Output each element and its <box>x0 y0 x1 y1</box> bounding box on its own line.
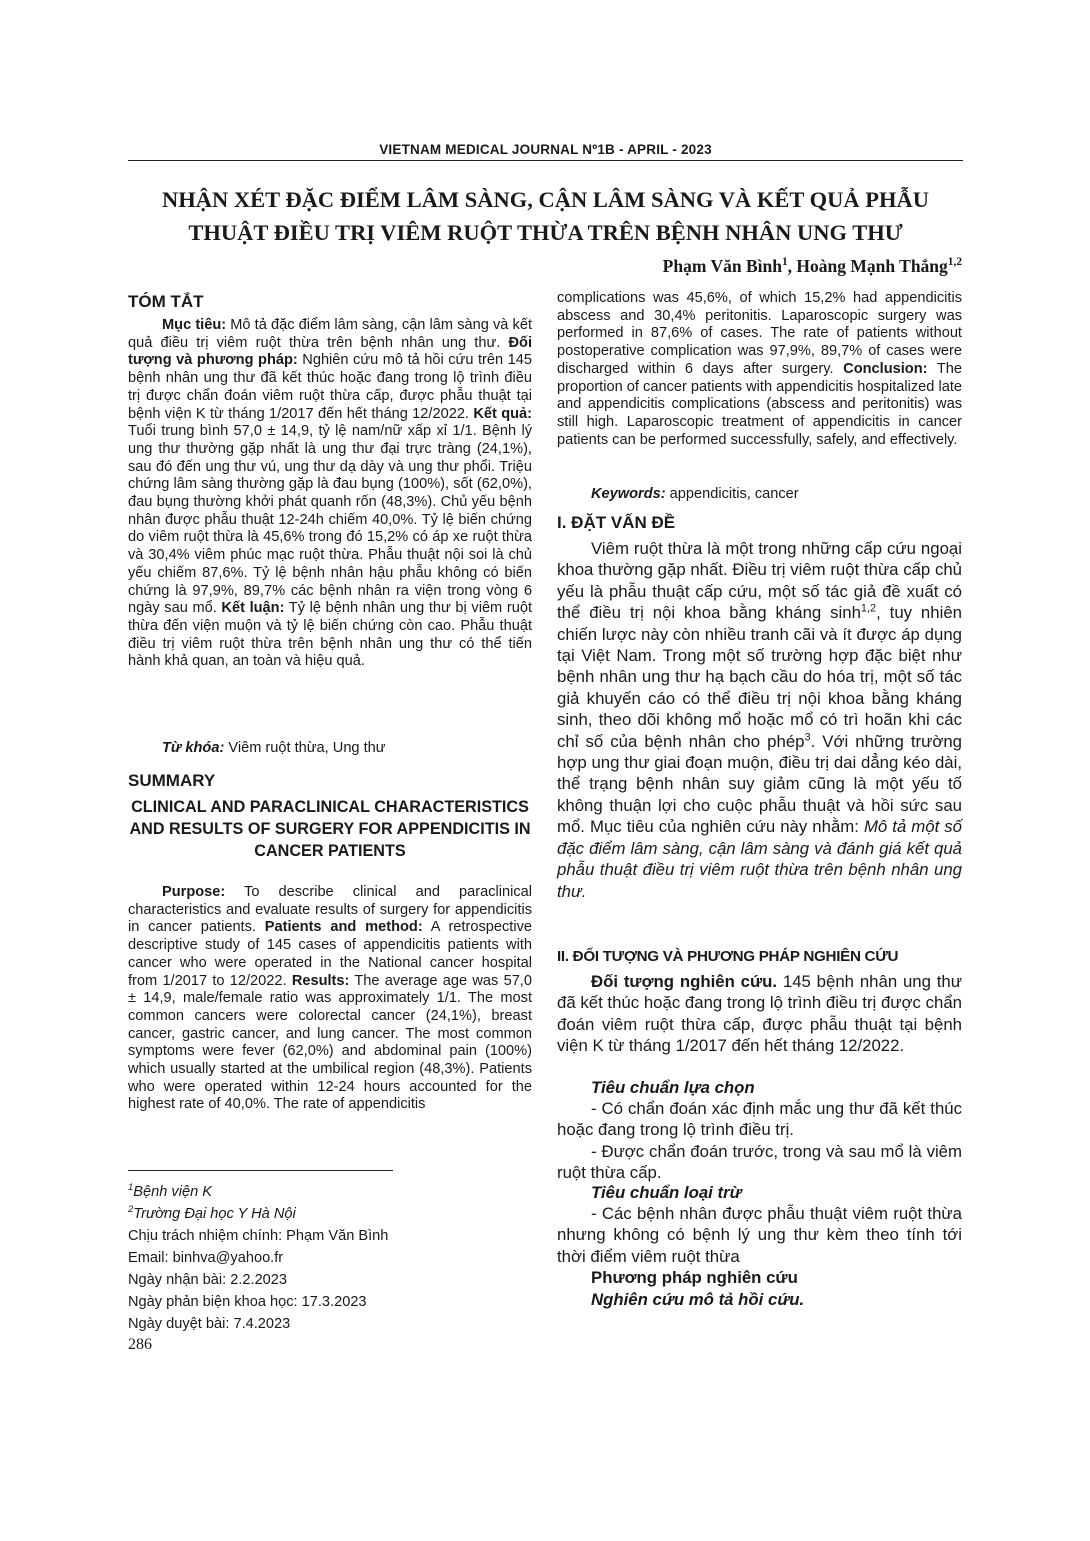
section-1-heading: I. ĐẶT VẤN ĐỀ <box>557 513 676 532</box>
footnote-rule <box>128 1170 393 1171</box>
section-1-paragraph: Viêm ruột thừa là một trong những cấp cứu ngoại khoa thường gặp nhất. Điều trị viêm ruột thừa cấp chủ yếu là phẫu thuật cấp cứu, một số tác giả đề xuất có thể điều trị nội khoa bằng kháng $\sinh^{1,2}$, tuy nhiên chiến lược này còn nhiều tranh cãi và ít được áp dụng tại Việt Nam. Trong một số trường hợp đặc biệt như bệnh nhân ung thư hạ bạch cầu do hóa trị, một số tác giả khuyến cáo có thể điều trị nội khoa bằng kháng sinh, theo dõi không mổ hoặc mổ có trì hoãn khi các chỉ số của bệnh nhân cho phép$^3$. Với những trường hợp ung thư giai đoạn muộn, điều trị dai dẳng kéo dài, thể trạng bệnh nhân suy giảm cũng là một yếu tố không thuận lợi cho cuộc phẫu thuật và hồi sức sau mổ. Mục tiêu của nghiên cứu này nhằm: Mô tả một số đặc điểm lâm sàng, cận lâm sàng và đánh giá kết quả phẫu thuật điều trị viêm ruột thừa trên bệnh nhân ung thư. <box>557 539 962 901</box>
header-rule <box>128 160 963 161</box>
patients-text: A retrospective descriptive study of 145 cases of appendicitis patients with cancer who were operated in the National cancer hospital from 1/2017 to 12/2022. <box>128 919 532 989</box>
footnote-1: $^1$Bệnh viện K <box>128 1182 212 1200</box>
tieu-chuan-loai-tru-heading: Tiêu chuẩn loại trừ <box>591 1183 742 1202</box>
conclusion-text: The proportion of cancer patients with appendicitis hospitalized late and appendicitis complications (abscess and peritonitis) was still high. Laparoscopic treatment of appendicitis in cancer patients can be performed successfully, safely, and effectively. <box>557 360 962 448</box>
results-label: Results: <box>291 972 350 989</box>
summary-abstract-continued <box>557 290 962 449</box>
patients-label: Patients and method: <box>264 919 423 936</box>
tieu-chuan-lua-chon-heading: Tiêu chuẩn lựa chọn <box>591 1078 755 1097</box>
summary-abstract <box>128 884 532 1114</box>
muc-tieu-label: Mục tiêu: <box>162 317 227 333</box>
study-objective: Mô tả một số đặc điểm lâm sàng, cận lâm sàng và đánh giá kết quả phẫu thuật điều trị viêm ruột thừa trên bệnh nhân ung thư. <box>557 817 962 901</box>
summary-title: CLINICAL AND PARACLINICAL CHARACTERISTICS AND RESULTS OF SURGERY FOR APPENDICITIS IN CANCER PATIENTS <box>129 798 531 860</box>
tom-tat-abstract <box>128 317 532 671</box>
author-separator: , <box>787 256 797 276</box>
lua-chon-item-2: - Được chẩn đoán trước, trong và sau mổ là viêm ruột thừa cấp. <box>557 1142 962 1183</box>
results-text: The average age was 57,0 ± 14,9, male/female ratio was approximately 1/1. The most common cancers were colorectal cancer (24,1%), breast cancer, gastric cancer, and lung cancer. The most common symptoms were fever (62,0%) and abdominal pain (100%) which usually started at the umbilical region (48,3%). Patients who were operated within 12-24 hours accounted for the highest rate of 40,0%. The rate of appendicitis <box>128 972 532 1113</box>
purpose-text: To describe clinical and paraclinical characteristics and evaluate results of surgery for appendicitis in cancer patients. <box>128 884 532 936</box>
citation-3: 3 <box>804 731 811 744</box>
results-continued: complications was 45,6%, of which 15,2% had appendicitis abscess and 30,4% peritonitis. Laparoscopic surgery was performed in 87,6% of cases. The rate of patients without postoperative complication was 97,9%, 89,7% of cases were discharged within 6 days after surgery. <box>557 290 962 377</box>
lua-chon-item-1: - Có chẩn đoán xác định mắc ung thư đã kết thúc hoặc đang trong lộ trình điều trị. <box>557 1099 962 1140</box>
loai-tru-item-1: - Các bệnh nhân được phẫu thuật viêm ruột thừa nhưng không có bệnh lý ung thư kèm theo tính tới thời điểm viêm ruột thừa <box>557 1204 962 1266</box>
responsible-author: Chịu trách nhiệm chính: Phạm Văn Bình <box>128 1228 389 1244</box>
section-2-heading: II. ĐỐI TƯỢNG VÀ PHƯƠNG PHÁP NGHIÊN CỨU <box>557 948 899 965</box>
author-2-name: Hoàng Mạnh Thắng <box>796 256 948 276</box>
journal-header: VIETNAM MEDICAL JOURNAL Nº1B - APRIL - 2023 <box>379 142 712 157</box>
date-reviewed: Ngày phản biện khoa học: 17.3.2023 <box>128 1294 367 1310</box>
footnotes <box>128 1181 532 1335</box>
article-title: NHẬN XÉT ĐẶC ĐIỂM LÂM SÀNG, CẬN LÂM SÀNG VÀ KẾT QUẢ PHẪU THUẬT ĐIỀU TRỊ VIÊM RUỘT THỪA TRÊN BỆNH NHÂN UNG THƯ <box>162 187 929 245</box>
ket-luan-text: Tỷ lệ bệnh nhân ung thư bị viêm ruột thừa đến viện muộn và tỷ lệ biến chứng còn cao. Phẫu thuật điều trị viêm ruột thừa trên bệnh nhân ung thư có thể tiến hành khả quan, an toàn và hiệu quả. <box>128 600 532 670</box>
doi-tuong-nghien-cuu-label: Đối tượng nghiên cứu. <box>591 972 778 991</box>
ket-qua-text: Tuổi trung bình 57,0 ± 14,9, tỷ lệ nam/nữ xấp xỉ 1/1. Bệnh lý ung thư thường gặp nhất là ung thư đại trực tràng (24,1%), sau đó đến ung thư vú, ung thư dạ dày và ung thư phổi. Triệu chứng lâm sàng thường gặp là đau bụng (100%), sốt (62,0%), đau bụng thường khởi phát quanh rốn (48,3%). Chủ yếu bệnh nhân được phẫu thuật 12-24h chiếm 40,0%. Tỷ lệ biến chứng do viêm ruột thừa là 45,6% trong đó 15,2% có áp xe ruột thừa và 30,4% viêm phúc mạc ruột thừa. Phẫu thuật nội soi là chủ yếu chiếm 87,6%. Tỷ lệ bệnh nhân hậu phẫu không có biến chứng là 97,9%, 89,7% các bệnh nhân ra viện trong vòng 6 ngày sau mổ. <box>128 423 532 617</box>
conclusion-label: Conclusion: <box>843 360 928 377</box>
purpose-label: Purpose: <box>162 884 226 900</box>
tu-khoa-line <box>128 740 532 758</box>
tu-khoa-label: Từ khóa: <box>162 740 225 756</box>
summary-heading: SUMMARY <box>128 771 216 790</box>
date-received: Ngày nhận bài: 2.2.2023 <box>128 1272 288 1288</box>
phuong-phap-heading: Phương pháp nghiên cứu <box>591 1268 798 1287</box>
doi-tuong-nghien-cuu: Đối tượng nghiên cứu. 145 bệnh nhân ung thư đã kết thúc hoặc đang trong lộ trình điều trị được chẩn đoán viêm ruột thừa cấp, được phẫu thuật tại bệnh viện K từ tháng 1/2017 đến hết tháng 12/2022. <box>557 972 963 1056</box>
ket-qua-label: Kết quả: <box>473 405 533 422</box>
keywords-label: Keywords: <box>591 486 666 502</box>
ket-luan-label: Kết luận: <box>221 600 285 617</box>
doi-tuong-text: Nghiên cứu mô tả hồi cứu trên 145 bệnh nhân ung thư đã kết thúc hoặc đang trong lộ trình điều trị được chẩn đoán viêm ruột thừa cấp, được phẫu thuật tại bệnh viện K từ tháng 1/2017 đến hết tháng 12/2022. <box>128 352 532 422</box>
author-2-affiliation: 1,2 <box>947 256 962 269</box>
footnote-2: $^2$Trường Đại học Y Hà Nội <box>128 1204 296 1222</box>
tu-khoa-text: Viêm ruột thừa, Ung thư <box>224 740 386 756</box>
author-1-affiliation: 1 <box>781 256 788 269</box>
doi-tuong-label: Đối tượng và phương pháp: <box>128 334 532 369</box>
phuong-phap-text: Nghiên cứu mô tả hồi cứu. <box>591 1290 805 1309</box>
author-line <box>663 256 962 277</box>
tom-tat-heading: TÓM TẮT <box>128 292 204 311</box>
keywords-text: appendicitis, cancer <box>665 486 799 502</box>
author-1-name: Phạm Văn Bình <box>662 256 782 276</box>
page-number: 286 <box>128 1336 152 1353</box>
muc-tieu-text: Mô tả đặc điểm lâm sàng, cận lâm sàng và kết quả điều trị viêm ruột thừa trên bệnh nhân ung thư. <box>128 317 532 351</box>
date-accepted: Ngày duyệt bài: 7.4.2023 <box>128 1316 291 1332</box>
keywords-line <box>557 486 962 504</box>
contact-email: Email: binhva@yahoo.fr <box>128 1250 284 1266</box>
citation-1-2: 1,2 <box>860 602 877 615</box>
